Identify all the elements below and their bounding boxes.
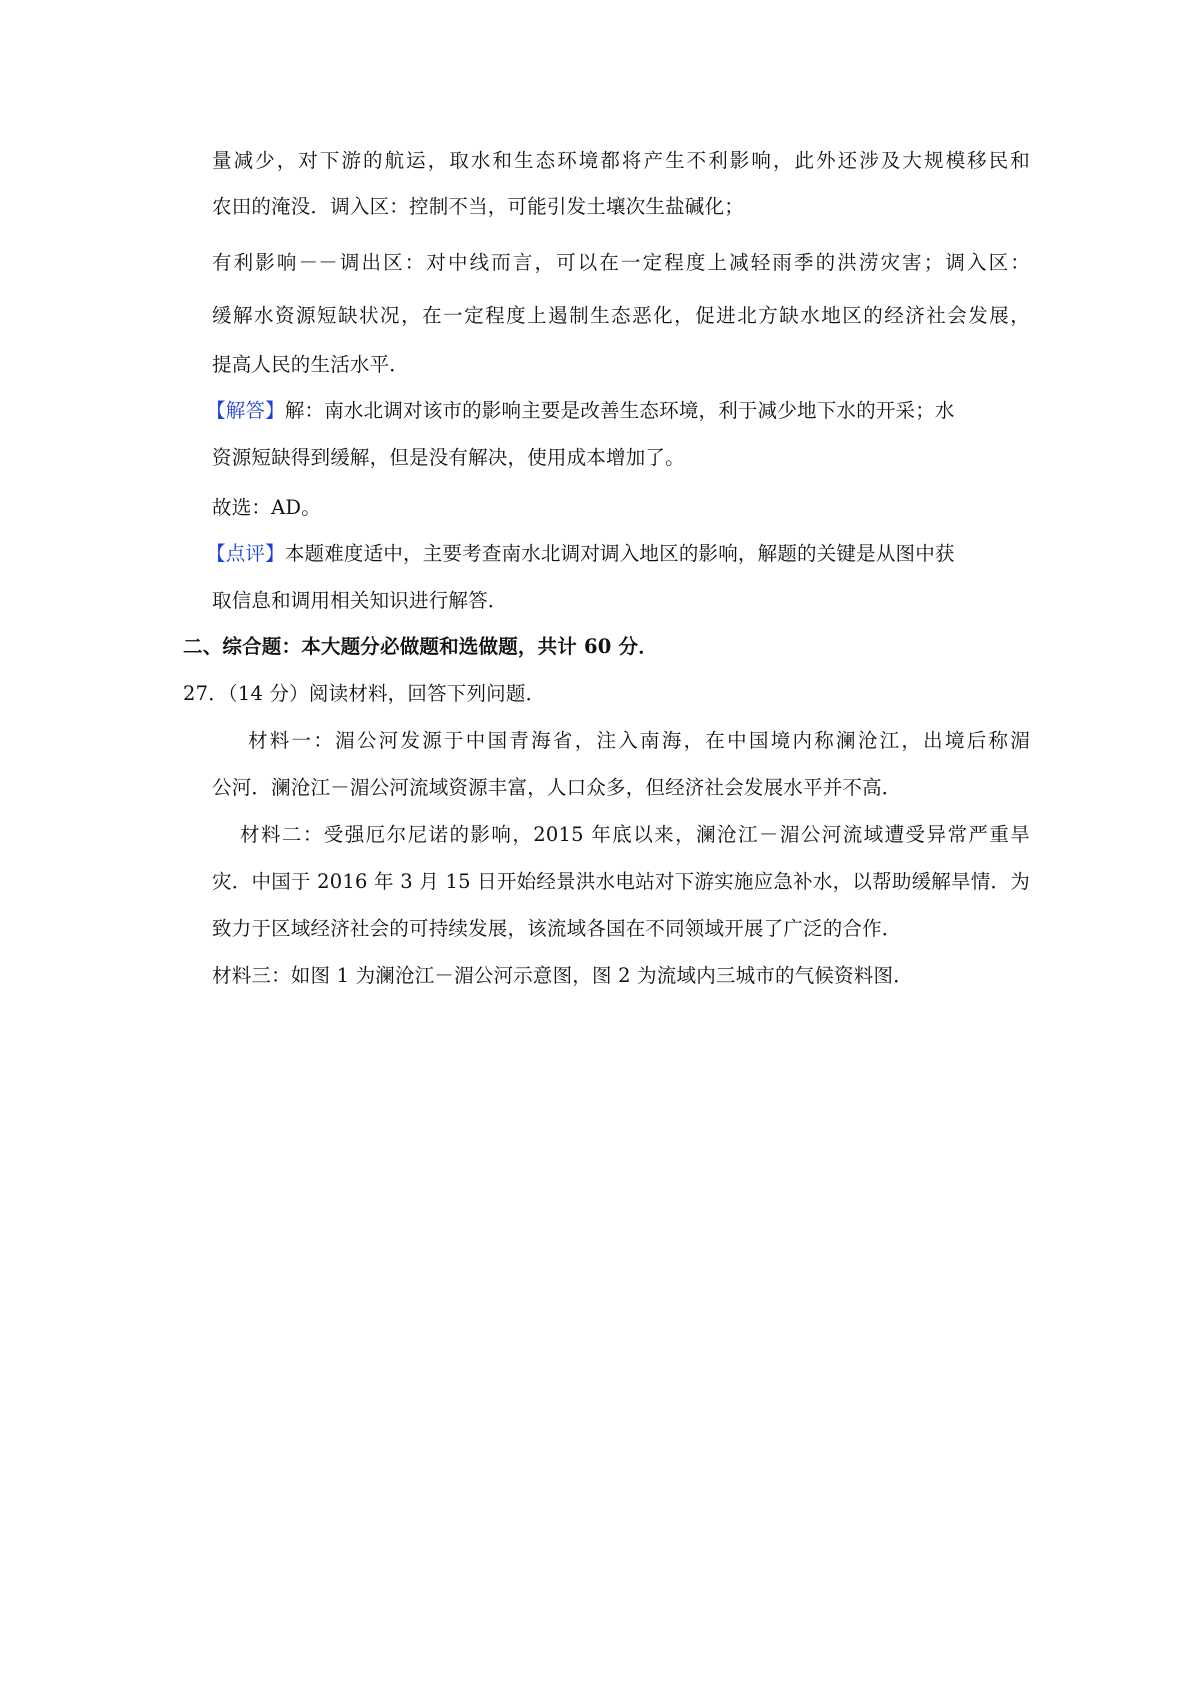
choice-line: 故选：AD。	[212, 496, 321, 519]
review-text: 本题难度适中，主要考查南水北调对调入地区的影响，解题的关键是从图中获	[284, 542, 955, 565]
answer-tag: 【解答】	[206, 399, 285, 422]
paragraph-line: 农田的淹没．调入区：控制不当，可能引发土壤次生盐碱化；	[212, 195, 744, 218]
material-2-line: 灾．中国于 2016 年 3 月 15 日开始经景洪水电站对下游实施应急补水，以帮助缓解旱情．为	[212, 870, 1030, 893]
answer-text: 解：南水北调对该市的影响主要是改善生态环境，利于减少地下水的开采；水	[284, 399, 955, 422]
paragraph-line: 量减少，对下游的航运，取水和生态环境都将产生不利影响，此外还涉及大规模移民和	[212, 149, 1030, 172]
review-line	[206, 541, 1030, 567]
question-27: 27．（14 分）阅读材料，回答下列问题．	[183, 682, 546, 705]
answer-line	[206, 398, 1030, 424]
material-1-line: 公河．澜沧江－湄公河流域资源丰富，人口众多，但经济社会发展水平并不高．	[212, 776, 902, 799]
paragraph-line: 缓解水资源短缺状况，在一定程度上遏制生态恶化，促进北方缺水地区的经济社会发展，	[212, 304, 1030, 327]
paragraph-line: 提高人民的生活水平．	[212, 353, 410, 376]
review-tag: 【点评】	[206, 542, 285, 565]
section-heading: 二、综合题：本大题分必做题和选做题，共计 60 分．	[183, 635, 658, 658]
material-1-line: 材料一：湄公河发源于中国青海省，注入南海，在中国境内称澜沧江，出境后称湄	[248, 729, 1030, 752]
material-3-line: 材料三：如图 1 为澜沧江－湄公河示意图，图 2 为流域内三城市的气候资料图．	[212, 964, 913, 987]
paragraph-line: 取信息和调用相关知识进行解答．	[212, 589, 508, 612]
material-2-line: 材料二：受强厄尔尼诺的影响，2015 年底以来，澜沧江－湄公河流域遭受异常严重旱	[240, 823, 1030, 846]
paragraph-line: 资源短缺得到缓解，但是没有解决，使用成本增加了。	[212, 446, 685, 469]
paragraph-line: 有利影响－－调出区：对中线而言，可以在一定程度上减轻雨季的洪涝灾害；调入区：	[212, 251, 1030, 274]
material-2-line: 致力于区域经济社会的可持续发展，该流域各国在不同领域开展了广泛的合作．	[212, 917, 902, 940]
